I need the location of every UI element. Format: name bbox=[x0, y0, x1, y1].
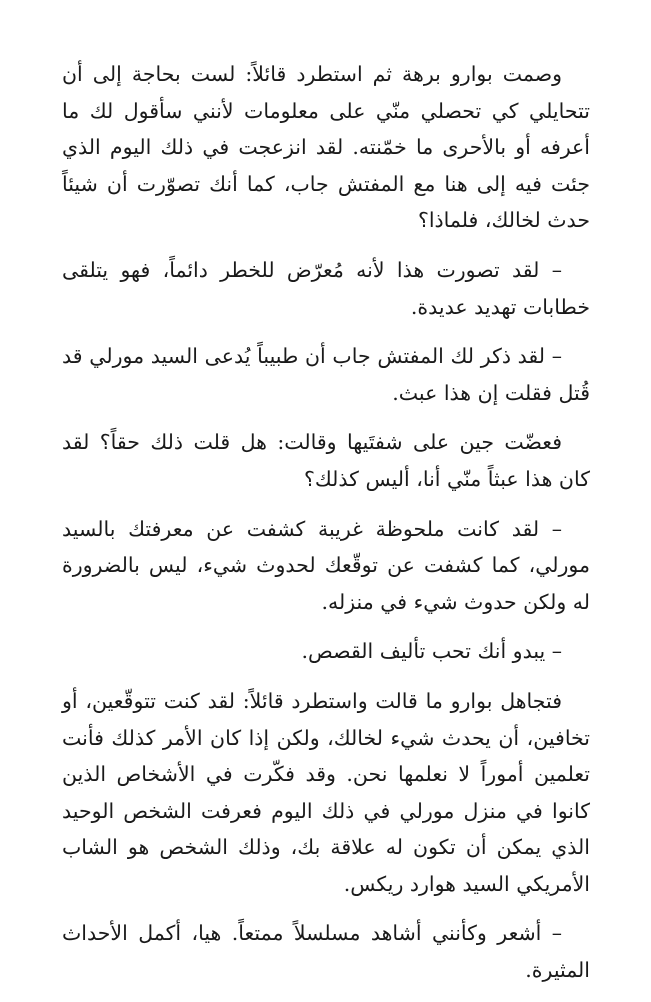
paragraph: – لقد كانت ملحوظة غريبة كشفت عن معرفتك بالسيد مورلي، كما كشفت عن توقّعك لحدوث شيء، ليس بالضرورة له ولكن حدوث شيء في منزله. bbox=[62, 516, 590, 614]
paragraph: فعضّت جين على شفتَيها وقالت: هل قلت ذلك حقاً؟ لقد كان هذا عبثاً منّي أنا، أليس كذلك؟ bbox=[62, 430, 590, 491]
book-page bbox=[62, 56, 590, 1002]
paragraph: – لقد تصورت هذا لأنه مُعرّض للخطر دائماً، فهو يتلقى خطابات تهديد عديدة. bbox=[62, 257, 590, 319]
paragraph: فتجاهل بوارو ما قالت واستطرد قائلاً: لقد كنت تتوقّعين، أو تخافين، أن يحدث شيء لخالك، ولكن إذا كان الأمر كذلك فأنت تعلمين أموراً لا نعلمها نحن. وقد فكّرت في الأشخاص الذين كانوا في منزل مورلي في ذلك اليوم فعرفت الشخص الوحيد الذي يمكن أن تكون له علاقة بك، وذلك الشخص هو الشاب الأمريكي السيد هوارد ريكس. bbox=[62, 688, 590, 896]
paragraph: – أشعر وكأنني أشاهد مسلسلاً ممتعاً. هيا، أكمل الأحداث المثيرة. bbox=[62, 921, 590, 983]
paragraph: – يبدو أنك تحب تأليف القصص. bbox=[301, 639, 562, 664]
paragraph: وصمت بوارو برهة ثم استطرد قائلاً: لست بحاجة إلى أن تتحايلي كي تحصلي منّي على معلومات لأنني سأقول لك ما أعرفه أو بالأحرى ما خمّنته. لقد انزعجت في ذلك اليوم الذي جئت فيه إلى هنا مع المفتش جاب، كما أنك تصوّرت أن شيئاً حدث لخالك، فلماذا؟ bbox=[62, 62, 590, 233]
paragraph: – لقد ذكر لك المفتش جاب أن طبيباً يُدعى السيد مورلي قد قُتل فقلت إن هذا عبث. bbox=[62, 344, 590, 405]
